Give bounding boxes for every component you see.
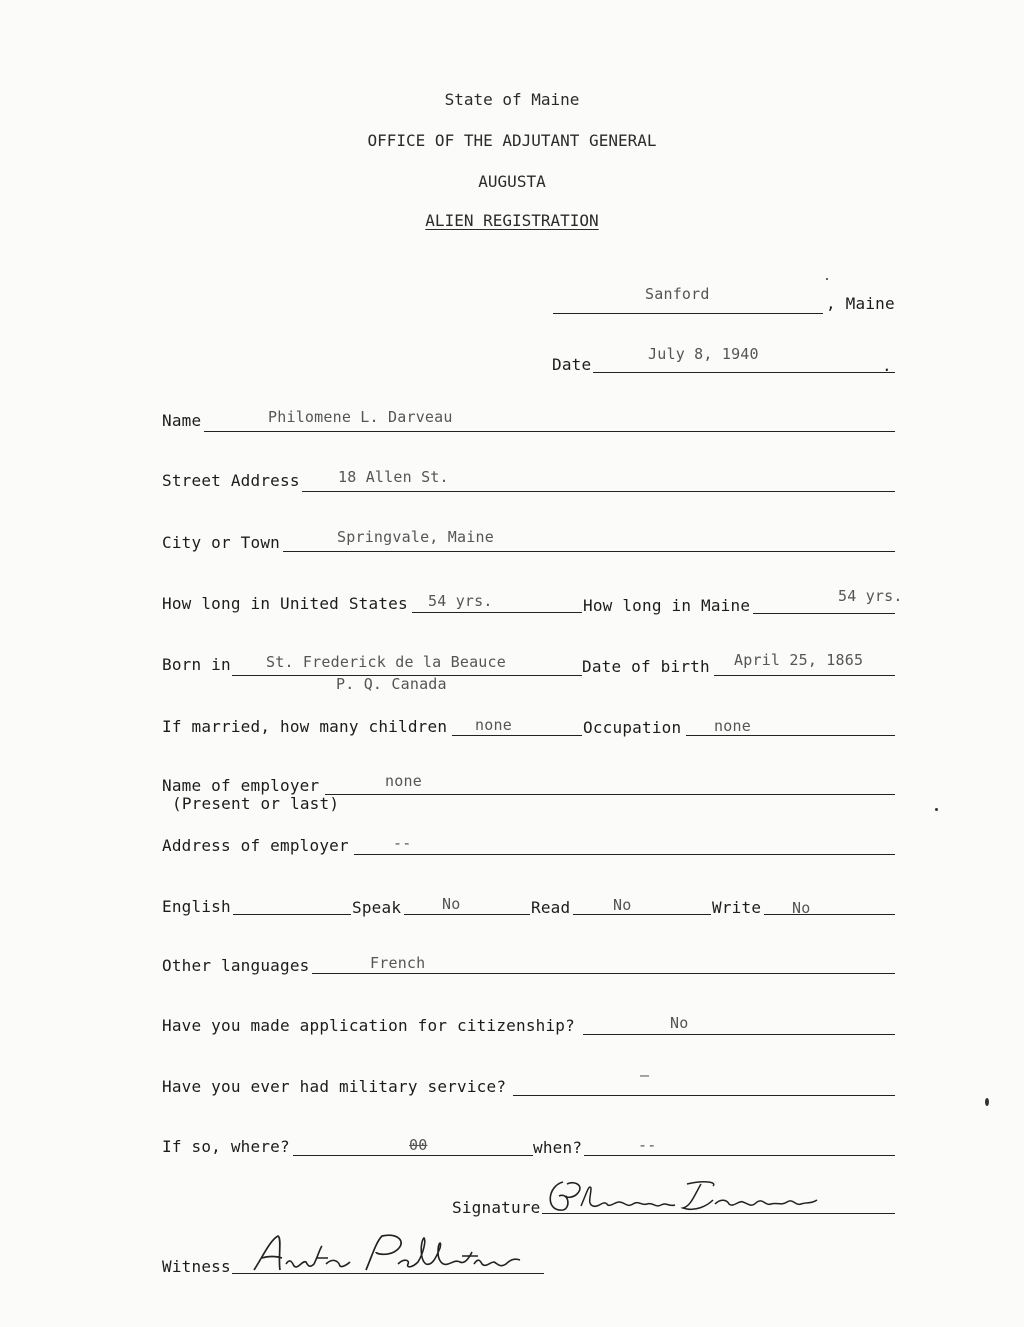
witness-handwriting [248,1228,538,1278]
name-line [204,431,895,432]
employer-address-line [354,854,895,855]
read-label: Read [531,898,571,917]
form-title: ALIEN REGISTRATION [425,211,599,230]
speak-label: Speak [352,898,402,917]
dob-label: Date of birth [582,657,710,676]
citizenship-line [583,1034,895,1035]
signature-handwriting [545,1172,835,1222]
military-line [513,1095,895,1096]
english-line [233,914,351,915]
citizenship-value: No [670,1014,689,1032]
other-languages-value: French [370,954,426,972]
where-line [293,1155,533,1156]
maine-length-line [753,613,895,614]
born-label: Born in [162,655,231,674]
us-length-line [412,612,582,613]
place-line [553,313,823,314]
employer-label: Name of employer [162,776,320,795]
employer-address-label: Address of employer [162,836,349,855]
city-value: Springvale, Maine [337,528,494,546]
city-heading: AUGUSTA [478,172,546,191]
name-value: Philomene L. Darveau [268,408,453,426]
state-heading: State of Maine [444,90,580,109]
street-label: Street Address [162,471,300,490]
us-length-value: 54 yrs. [428,592,493,610]
children-value: none [475,716,512,734]
us-length-label: How long in United States [162,594,408,613]
date-end: . [882,356,892,375]
speak-value: No [442,895,461,913]
employer-line [325,794,895,795]
city-line [283,551,895,552]
occupation-label: Occupation [583,718,682,737]
where-label: If so, where? [162,1137,290,1156]
write-line [764,914,895,915]
speak-line [404,914,530,915]
military-label: Have you ever had military service? [162,1077,507,1096]
occupation-line [686,735,895,736]
place-suffix: , Maine [826,294,895,313]
street-line [302,491,895,492]
write-value: No [792,899,811,917]
children-line [452,735,582,736]
employer-address-value: -- [393,834,412,852]
born-value: St. Frederick de la Beauce [266,653,506,671]
name-label: Name [162,411,202,430]
write-label: Write [712,898,762,917]
when-label: when? [533,1138,583,1157]
other-languages-label: Other languages [162,956,310,975]
office-heading: OFFICE OF THE ADJUTANT GENERAL [367,131,657,150]
date-line [593,372,895,373]
maine-length-label: How long in Maine [583,596,751,615]
read-value: No [613,896,632,914]
paper-speck [985,1098,989,1106]
witness-label: Witness [162,1257,231,1276]
when-value: -- [638,1136,657,1154]
other-languages-line [312,973,895,974]
date-label: Date [552,355,592,374]
citizenship-label: Have you made application for citizenship? [162,1016,575,1035]
date-value: July 8, 1940 [648,345,759,363]
employer-value: none [385,772,422,790]
born-line [232,675,582,676]
street-value: 18 Allen St. [338,468,449,486]
born-value-2: P. Q. Canada [336,675,447,693]
place-value: Sanford [645,285,710,303]
english-label: English [162,897,231,916]
dob-value: April 25, 1865 [734,651,864,669]
city-label: City or Town [162,533,280,552]
paper-speck [826,278,828,280]
read-line [573,914,711,915]
when-line [584,1155,895,1156]
military-value: — [640,1066,650,1084]
occupation-value: none [714,717,751,735]
maine-length-value: 54 yrs. [838,587,903,605]
signature-label: Signature [452,1198,541,1217]
paper-speck [935,808,938,811]
dob-line [714,675,895,676]
children-label: If married, how many children [162,717,448,736]
where-value: 00 [409,1136,428,1154]
employer-sublabel: (Present or last) [172,794,340,813]
